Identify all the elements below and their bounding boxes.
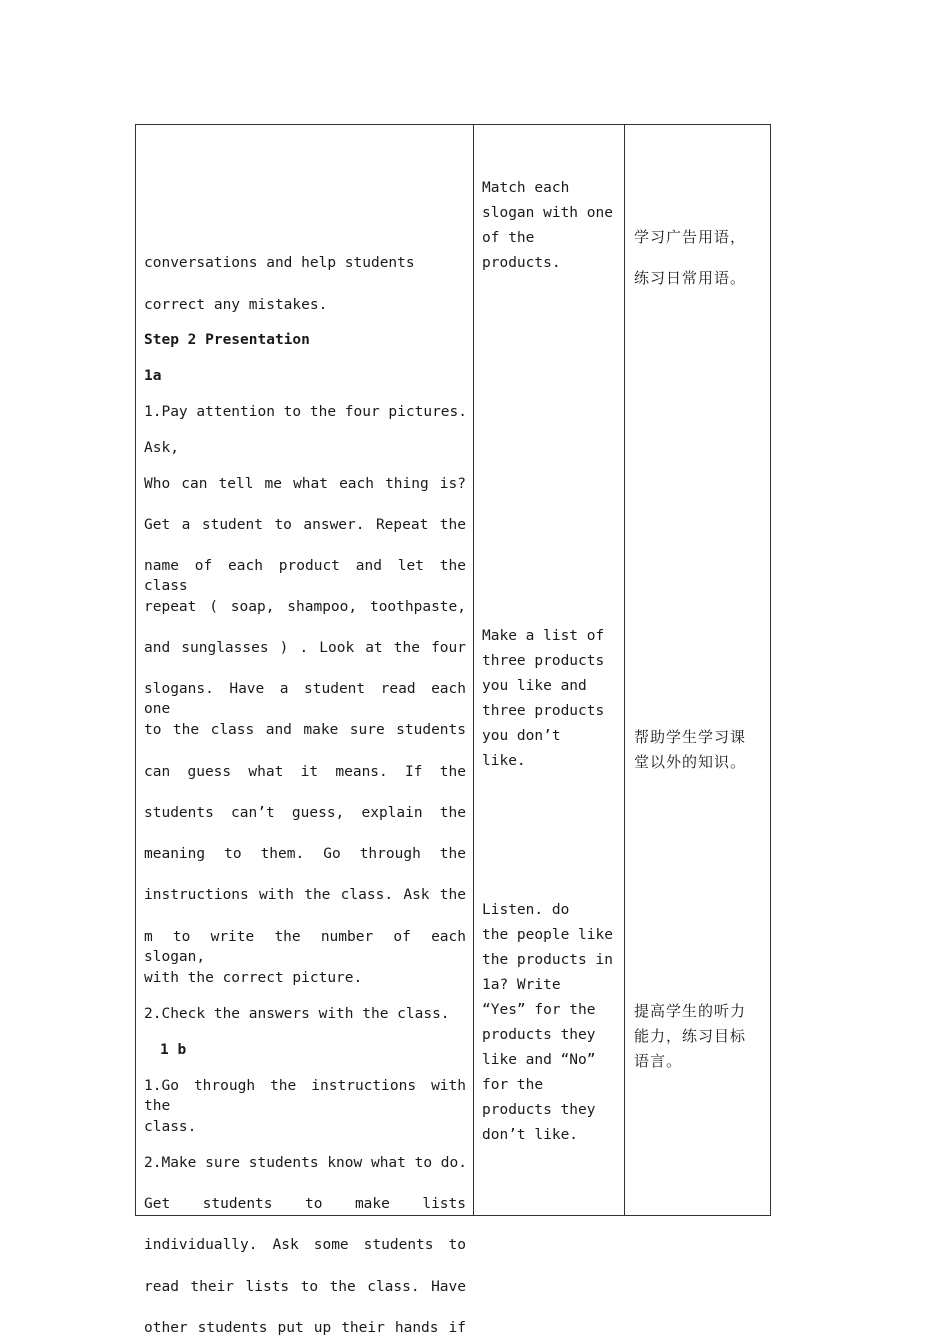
intent-line: 帮助学生学习课 <box>634 728 747 746</box>
activity-note-match-slogans: Match each slogan with one of the products. <box>482 180 613 271</box>
procedure-line: and sunglasses ) . Look at the four <box>144 640 466 656</box>
design-intent-column <box>625 125 772 1215</box>
procedure-line: 2.Check the answers with the class. <box>144 1006 450 1022</box>
procedure-line: correct any mistakes. <box>144 297 328 313</box>
section-heading-1a: 1a <box>144 368 162 384</box>
procedure-line: Who can tell me what each thing is? <box>144 476 466 492</box>
intent-line: 练习日常用语。 <box>634 269 747 287</box>
intent-line: 语言。 <box>634 1052 683 1070</box>
section-heading-1b: 1 b <box>160 1042 187 1058</box>
procedure-line: to the class and make sure students <box>144 722 466 738</box>
procedure-line: Get a student to answer. Repeat the <box>144 517 466 533</box>
intent-note-2 <box>634 725 769 775</box>
intent-line: 堂以外的知识。 <box>634 753 747 771</box>
procedure-line: students can’t guess, explain the <box>144 805 466 821</box>
procedure-line: repeat ( soap, shampoo, toothpaste, <box>144 599 466 615</box>
intent-line: 能力，练习目标 <box>634 1027 747 1045</box>
procedure-line: slogans. Have a student read each one <box>144 681 466 717</box>
procedure-line: conversations and help students <box>144 255 415 271</box>
student-activity-column <box>474 125 625 1215</box>
procedure-line: with the correct picture. <box>144 970 363 986</box>
procedure-line: 2.Make sure students know what to do. <box>144 1155 468 1171</box>
procedure-line: m to write the number of each slogan, <box>144 929 466 965</box>
procedure-line: instructions with the class. Ask the <box>144 887 466 903</box>
procedure-line: 1.Go through the instructions with the <box>144 1078 466 1114</box>
intent-line: 学习广告用语， <box>634 228 747 246</box>
procedure-line: read their lists to the class. Have <box>144 1279 466 1295</box>
lesson-plan-table <box>135 124 771 1336</box>
intent-line: 提高学生的听力 <box>634 1002 747 1020</box>
procedure-line: individually. Ask some students to <box>144 1237 466 1253</box>
procedure-line: 1.Pay attention to the four pictures. <box>144 404 468 420</box>
intent-note-1 <box>634 225 769 291</box>
activity-note-listen: Listen. do the people like the products in 1a? Write “Yes” for the products they like and “No” for the products they don’t like. <box>482 902 613 1143</box>
step-heading: Step 2 Presentation <box>144 332 310 348</box>
procedure-line: Get students to make lists <box>144 1196 466 1212</box>
teaching-procedure-column <box>136 125 474 1336</box>
procedure-line: class. <box>144 1119 197 1135</box>
procedure-line: meaning to them. Go through the <box>144 846 466 862</box>
procedure-line: Ask, <box>144 440 179 456</box>
procedure-line: other students put up their hands if <box>144 1320 466 1336</box>
intent-note-3 <box>634 999 769 1074</box>
activity-note-make-list: Make a list of three products you like and three products you don’t like. <box>482 628 605 769</box>
procedure-line: can guess what it means. If the <box>144 764 466 780</box>
procedure-line: name of each product and let the class <box>144 558 466 594</box>
